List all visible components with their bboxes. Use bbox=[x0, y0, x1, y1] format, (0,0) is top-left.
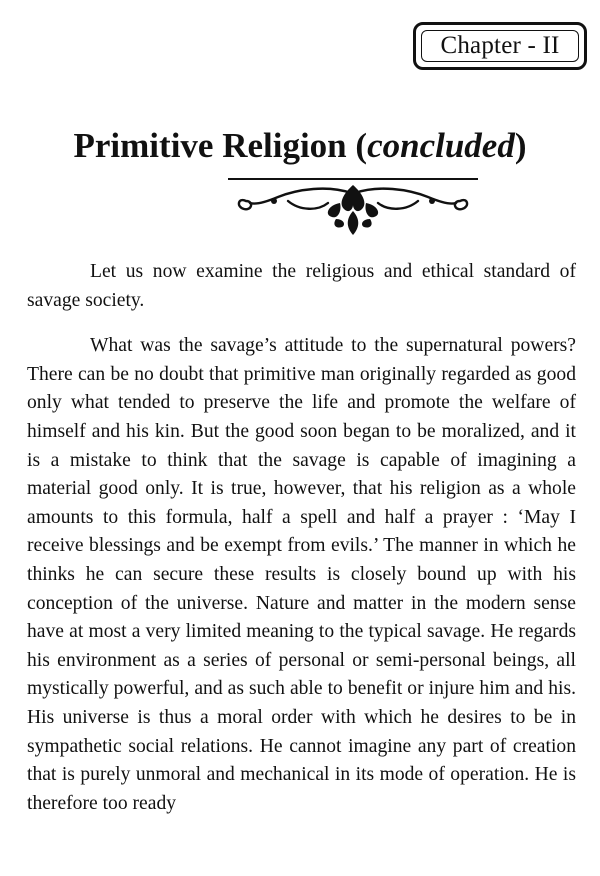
chapter-label-box bbox=[413, 22, 587, 70]
floral-divider-icon bbox=[228, 175, 478, 239]
body-text bbox=[27, 258, 576, 818]
title-open-paren: ( bbox=[355, 126, 368, 165]
chapter-title bbox=[0, 126, 600, 166]
title-main: Primitive Religion bbox=[73, 126, 347, 165]
chapter-label: Chapter - II bbox=[440, 32, 560, 59]
title-close-paren: ) bbox=[514, 126, 527, 165]
paragraph: Let us now examine the religious and ethical standard of savage society. bbox=[27, 261, 576, 311]
paragraph: What was the savage’s attitude to the supernatural powers? There can be no doubt that primitive man originally regarded as good only what tended to preserve the life and promote the welfare of himself and his kin. But the good soon began to be moralized, and it is a mistake to think that the savage is capable of imagining a material good only. It is true, however, that his religion as a whole amounts to this formula, half a spell and half a prayer : ‘May I receive blessings and be exempt from evils.’ The manner in which he thinks he can secure these results is closely bound up with his conception of the universe. Nature and matter in the modern sense have at most a very limited meaning to the typical savage. He regards his environment as a series of personal or semi-personal beings, all mystically powerful, and as such able to benefit or injure him and his. His universe is thus a moral order with which he desires to be in sympathetic social relations. He cannot imagine any part of creation that is purely unmoral and mechanical in its mode of operation. He is therefore too ready bbox=[27, 335, 576, 814]
title-subtitle: concluded bbox=[367, 126, 515, 165]
